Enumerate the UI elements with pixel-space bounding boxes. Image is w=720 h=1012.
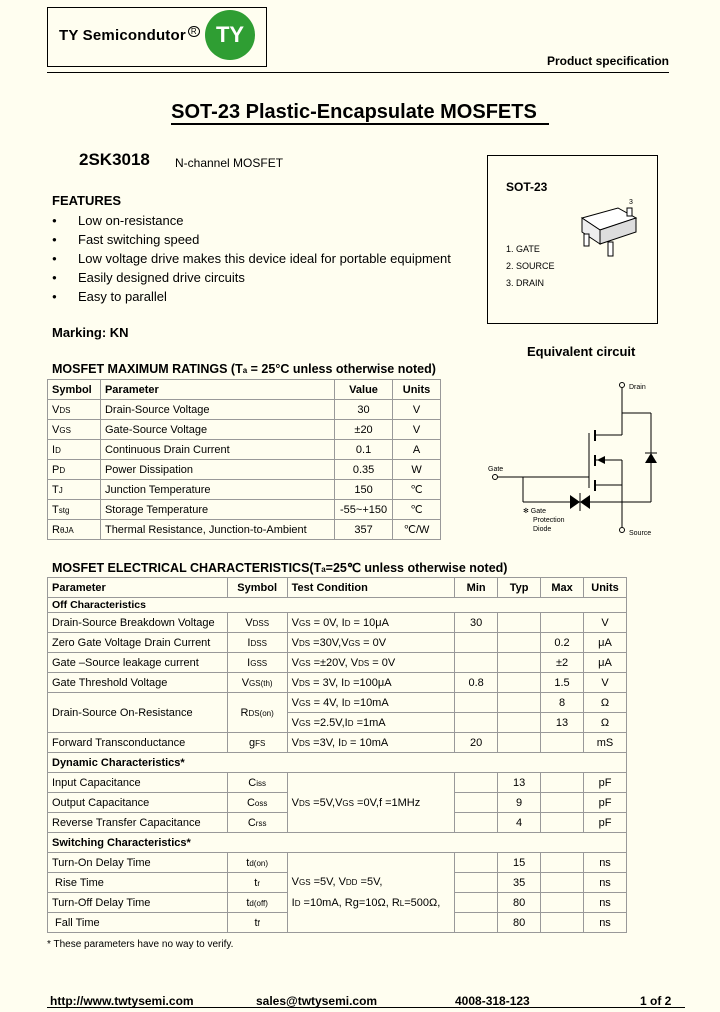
- table-cell: Crss: [227, 813, 287, 833]
- table-row: [48, 733, 627, 753]
- table-cell: Output Capacitance: [48, 793, 228, 813]
- max-ratings-heading: MOSFET MAXIMUM RATINGS (Ta = 25°C unless otherwise noted): [52, 362, 436, 376]
- table-cell: 357: [335, 520, 393, 540]
- table-cell: ℃: [393, 500, 441, 520]
- table-cell: [455, 913, 498, 933]
- table-cell: Reverse Transfer Capacitance: [48, 813, 228, 833]
- table-cell: Continuous Drain Current: [100, 440, 334, 460]
- table-row: [48, 673, 627, 693]
- table-cell: Zero Gate Voltage Drain Current: [48, 633, 228, 653]
- table-cell: VDS = 3V, ID =100μA: [287, 673, 455, 693]
- table-row: [48, 400, 441, 420]
- protection-label: Diode: [533, 526, 552, 533]
- part-number: 2SK3018: [79, 150, 150, 169]
- table-cell: [541, 853, 584, 873]
- category-row: [48, 598, 627, 613]
- table-cell: [498, 633, 541, 653]
- pin-label: 2. SOURCE: [506, 261, 555, 271]
- table-cell: VGS: [48, 420, 101, 440]
- table-cell: 20: [455, 733, 498, 753]
- footer-phone: 4008-318-123: [455, 994, 530, 1008]
- table-row: [48, 773, 627, 793]
- table-row: [48, 853, 627, 873]
- registered-mark: R: [188, 26, 200, 37]
- table-cell: ns: [584, 913, 627, 933]
- table-cell: VGS(th): [227, 673, 287, 693]
- table-cell: Ω: [584, 693, 627, 713]
- header-divider: [47, 72, 669, 73]
- table-cell: ns: [584, 853, 627, 873]
- table-cell: V: [584, 613, 627, 633]
- table-cell: [498, 653, 541, 673]
- table-cell: [541, 913, 584, 933]
- table-cell: td(off): [227, 893, 287, 913]
- equivalent-circuit-title: Equivalent circuit: [527, 344, 636, 359]
- table-cell: 8: [541, 693, 584, 713]
- table-cell: [455, 633, 498, 653]
- table-cell: td(on): [227, 853, 287, 873]
- features-heading: FEATURES: [52, 193, 122, 208]
- table-cell: Parameter: [100, 380, 334, 400]
- table-cell: VGS = 4V, ID =10mA: [287, 693, 455, 713]
- table-cell: Min: [455, 578, 498, 598]
- footnote: * These parameters have no way to verify.: [47, 939, 234, 950]
- table-cell: Test Condition: [287, 578, 455, 598]
- page-title: SOT-23 Plastic-Encapsulate MOSFETS: [0, 101, 720, 124]
- table-cell: Thermal Resistance, Junction-to-Ambient: [100, 520, 334, 540]
- table-cell: [541, 893, 584, 913]
- table-cell: Gate Threshold Voltage: [48, 673, 228, 693]
- table-cell: Symbol: [48, 380, 101, 400]
- table-cell: Switching Characteristics*: [48, 833, 627, 853]
- table-cell: [541, 773, 584, 793]
- table-row: [48, 420, 441, 440]
- table-cell: Input Capacitance: [48, 773, 228, 793]
- table-cell: Turn-On Delay Time: [48, 853, 228, 873]
- table-cell: RDS(on): [227, 693, 287, 733]
- table-cell: Gate –Source leakage current: [48, 653, 228, 673]
- table-header-row: [48, 578, 627, 598]
- table-cell: RθJA: [48, 520, 101, 540]
- page-number: 1 of 2: [640, 994, 672, 1008]
- table-cell: Coss: [227, 793, 287, 813]
- table-cell: [455, 893, 498, 913]
- category-row: [48, 753, 627, 773]
- table-cell: Units: [393, 380, 441, 400]
- footer-email[interactable]: sales@twtysemi.com: [256, 994, 378, 1008]
- electrical-table: [47, 577, 627, 933]
- table-row: [48, 460, 441, 480]
- table-row: [48, 500, 441, 520]
- feature-item: ● Low voltage drive makes this device ideal for portable equipment: [52, 249, 451, 268]
- table-cell: [541, 733, 584, 753]
- package-name: SOT-23: [506, 180, 548, 194]
- table-cell: [498, 713, 541, 733]
- table-header-row: [48, 380, 441, 400]
- doc-type: Product specification: [546, 54, 669, 68]
- table-cell: pF: [584, 773, 627, 793]
- feature-item: ● Easily designed drive circuits: [52, 268, 451, 287]
- table-cell: 80: [498, 893, 541, 913]
- table-cell: Gate-Source Voltage: [100, 420, 334, 440]
- table-cell: VDS =5V,VGS =0V,f =1MHz: [287, 773, 455, 833]
- category-row: [48, 833, 627, 853]
- table-cell: ns: [584, 893, 627, 913]
- package-pins: [506, 241, 555, 292]
- sot23-package-drawing: [570, 196, 650, 266]
- table-cell: Tstg: [48, 500, 101, 520]
- company-name: TY Semicondutor $^R$: [59, 27, 200, 44]
- table-row: [48, 653, 627, 673]
- table-cell: 0.1: [335, 440, 393, 460]
- gate-label: Gate: [488, 466, 504, 473]
- footer-divider: [47, 1007, 685, 1008]
- table-cell: Ciss: [227, 773, 287, 793]
- table-row: [48, 520, 441, 540]
- table-cell: 0.8: [455, 673, 498, 693]
- table-cell: ℃: [393, 480, 441, 500]
- table-cell: VDS: [48, 400, 101, 420]
- table-cell: 9: [498, 793, 541, 813]
- table-cell: -55~+150: [335, 500, 393, 520]
- drain-label: Drain: [629, 384, 646, 391]
- table-cell: Drain-Source Voltage: [100, 400, 334, 420]
- table-cell: IDSS: [227, 633, 287, 653]
- table-cell: V: [393, 400, 441, 420]
- table-cell: Typ: [498, 578, 541, 598]
- equivalent-circuit-diagram: [485, 375, 660, 545]
- table-row: [48, 613, 627, 633]
- table-cell: Parameter: [48, 578, 228, 598]
- table-cell: gFS: [227, 733, 287, 753]
- table-cell: V: [393, 420, 441, 440]
- table-cell: [498, 733, 541, 753]
- table-cell: [455, 773, 498, 793]
- table-cell: Dynamic Characteristics*: [48, 753, 627, 773]
- table-cell: ℃/W: [393, 520, 441, 540]
- table-cell: 30: [335, 400, 393, 420]
- table-cell: Units: [584, 578, 627, 598]
- feature-item: ● Fast switching speed: [52, 230, 451, 249]
- table-cell: tr: [227, 873, 287, 893]
- protection-label: ✻ Gate: [523, 508, 546, 515]
- table-cell: Drain-Source On-Resistance: [48, 693, 228, 733]
- table-cell: [455, 713, 498, 733]
- table-cell: 0.35: [335, 460, 393, 480]
- table-cell: ID: [48, 440, 101, 460]
- table-cell: 150: [335, 480, 393, 500]
- table-cell: VDS =30V,VGS = 0V: [287, 633, 455, 653]
- pin-label: 3. DRAIN: [506, 278, 545, 288]
- table-cell: TJ: [48, 480, 101, 500]
- table-cell: Rise Time: [48, 873, 228, 893]
- table-cell: Max: [541, 578, 584, 598]
- table-cell: 15: [498, 853, 541, 873]
- table-cell: [498, 693, 541, 713]
- table-cell: Power Dissipation: [100, 460, 334, 480]
- table-cell: Junction Temperature: [100, 480, 334, 500]
- pin-label: 1. GATE: [506, 244, 540, 254]
- table-cell: [455, 813, 498, 833]
- table-cell: μA: [584, 653, 627, 673]
- protection-label: Protection: [533, 517, 565, 524]
- table-cell: pF: [584, 793, 627, 813]
- table-cell: 13: [541, 713, 584, 733]
- table-row: [48, 693, 627, 713]
- part-type: N-channel MOSFET: [175, 156, 284, 170]
- table-cell: W: [393, 460, 441, 480]
- ty-logo: TY: [205, 10, 255, 60]
- table-cell: Fall Time: [48, 913, 228, 933]
- table-cell: 1.5: [541, 673, 584, 693]
- table-cell: Turn-Off Delay Time: [48, 893, 228, 913]
- table-cell: Forward Transconductance: [48, 733, 228, 753]
- table-cell: IGSS: [227, 653, 287, 673]
- feature-item: ● Easy to parallel: [52, 287, 451, 306]
- table-cell: 35: [498, 873, 541, 893]
- table-cell: [498, 673, 541, 693]
- table-cell: [455, 793, 498, 813]
- table-cell: ±2: [541, 653, 584, 673]
- table-row: [48, 633, 627, 653]
- table-cell: PD: [48, 460, 101, 480]
- table-cell: V: [584, 673, 627, 693]
- table-cell: VGS =2.5V,ID =1mA: [287, 713, 455, 733]
- table-cell: VGS =±20V, VDS = 0V: [287, 653, 455, 673]
- max-ratings-table: [47, 379, 441, 540]
- table-cell: [541, 613, 584, 633]
- electrical-heading: MOSFET ELECTRICAL CHARACTERISTICS(Ta=25℃ unless otherwise noted): [52, 561, 508, 575]
- table-cell: [498, 613, 541, 633]
- table-cell: VDSS: [227, 613, 287, 633]
- table-cell: Drain-Source Breakdown Voltage: [48, 613, 228, 633]
- features-list: [52, 211, 451, 306]
- pin3-label: 3: [629, 199, 633, 206]
- table-cell: 30: [455, 613, 498, 633]
- table-cell: [541, 793, 584, 813]
- table-cell: [541, 873, 584, 893]
- table-cell: [541, 813, 584, 833]
- table-cell: Value: [335, 380, 393, 400]
- table-cell: ns: [584, 873, 627, 893]
- table-cell: Storage Temperature: [100, 500, 334, 520]
- table-cell: [455, 693, 498, 713]
- table-cell: Ω: [584, 713, 627, 733]
- table-cell: 13: [498, 773, 541, 793]
- table-row: [48, 440, 441, 460]
- table-cell: A: [393, 440, 441, 460]
- table-cell: [455, 853, 498, 873]
- source-label: Source: [629, 530, 652, 537]
- table-cell: pF: [584, 813, 627, 833]
- table-cell: [455, 873, 498, 893]
- table-cell: VGS = 0V, ID = 10μA: [287, 613, 455, 633]
- table-cell: mS: [584, 733, 627, 753]
- table-cell: tf: [227, 913, 287, 933]
- feature-item: ● Low on-resistance: [52, 211, 451, 230]
- table-cell: 4: [498, 813, 541, 833]
- table-cell: Off Characteristics: [48, 598, 627, 613]
- table-cell: 80: [498, 913, 541, 933]
- table-cell: VDS =3V, ID = 10mA: [287, 733, 455, 753]
- table-cell: Symbol: [227, 578, 287, 598]
- table-cell: ±20: [335, 420, 393, 440]
- table-row: [48, 480, 441, 500]
- table-cell: 0.2: [541, 633, 584, 653]
- table-cell: μA: [584, 633, 627, 653]
- marking: Marking: KN: [52, 325, 129, 340]
- footer-website[interactable]: http://www.twtysemi.com: [50, 994, 194, 1008]
- table-cell: VGS =5V, VDD =5V, ID =10mA, Rg=10Ω, RL=500Ω,: [287, 853, 455, 933]
- table-cell: [455, 653, 498, 673]
